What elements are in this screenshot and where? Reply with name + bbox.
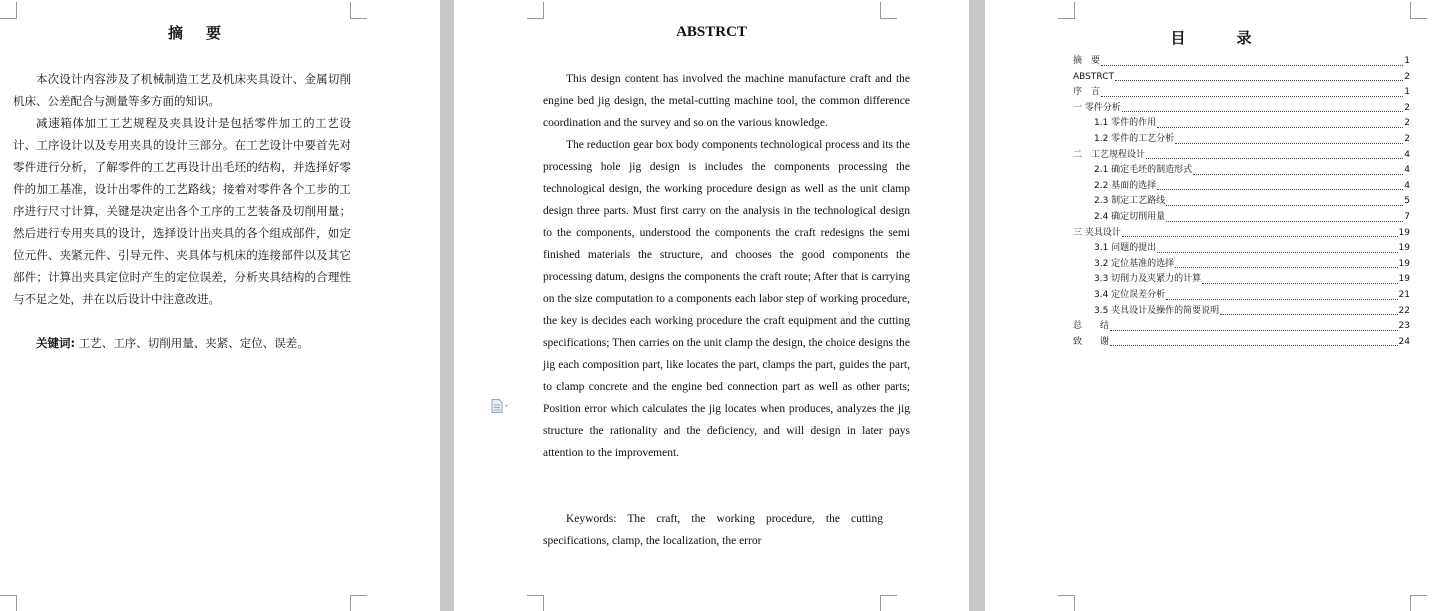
toc-entry-page: 2: [1404, 102, 1410, 113]
toc-entry-page: 19: [1398, 227, 1410, 238]
toc-entry-label: 致 谢: [1073, 336, 1110, 347]
toc-entry-page: 2: [1404, 118, 1410, 129]
toc-entry[interactable]: [1073, 304, 1410, 320]
toc-entry[interactable]: [1073, 54, 1410, 70]
toc-leader-dots: [1166, 220, 1403, 222]
crop-mark: [0, 595, 17, 611]
page-abstract-english: [454, 0, 969, 611]
toc-leader-dots: [1157, 251, 1397, 253]
page-title: ABSTRCT: [676, 24, 747, 40]
toc-entry-page: 2: [1404, 71, 1410, 82]
toc-entry-page: 19: [1398, 274, 1410, 285]
paragraph: 减速箱体加工工艺规程及夹具设计是包括零件加工的工艺设计、工序设计以及专用夹具的设计三部分。在工艺设计中要首先对零件进行分析，了解零件的工艺再设计出毛坯的结构，并选择好零件的加工基准，设计出零件的工艺路线；接着对零件各个工步的工序进行尺寸计算，关键是决定出各个工序的工艺装备及切削用量；然后进行专用夹具的设计，选择设计出夹具的各个组成部件，如定位元件、夹紧元件、引导元件、夹具体与机床的连接部件以及其它部件；计算出夹具定位时产生的定位误差，分析夹具结构的合理性与不足之处，并在以后设计中注意改进。: [13, 116, 351, 306]
toc-entry[interactable]: [1073, 116, 1410, 132]
toc-entry-page: 19: [1398, 243, 1410, 254]
toc-entry[interactable]: [1073, 70, 1410, 86]
toc-entry[interactable]: [1073, 101, 1410, 117]
toc-leader-dots: [1146, 157, 1403, 159]
toc-entry[interactable]: [1073, 210, 1410, 226]
toc-entry-page: 22: [1398, 305, 1410, 316]
toc-entry-label: 总 结: [1073, 321, 1110, 332]
toc-entry-page: 1: [1404, 87, 1410, 98]
toc-entry-page: 19: [1398, 258, 1410, 269]
toc-entry[interactable]: [1073, 241, 1410, 257]
crop-mark: [527, 595, 544, 611]
toc-leader-dots: [1202, 282, 1397, 284]
toc-entry-label: 二 工艺规程设计: [1073, 149, 1146, 160]
toc-entry-page: 24: [1398, 336, 1410, 347]
toc-entry[interactable]: [1073, 179, 1410, 195]
toc-leader-dots: [1157, 126, 1403, 128]
toc-entry-page: 21: [1398, 289, 1410, 300]
toc-leader-dots: [1193, 173, 1403, 175]
crop-mark: [1058, 2, 1075, 19]
toc-entry-page: 2: [1404, 133, 1410, 144]
toc-entry[interactable]: [1073, 132, 1410, 148]
toc-entry[interactable]: [1073, 288, 1410, 304]
toc-entry-label: 三 夹具设计: [1073, 227, 1121, 238]
toc-entry-label: 序 言: [1073, 87, 1101, 98]
page-title: 目 录: [1170, 29, 1270, 47]
toc-entry[interactable]: [1073, 257, 1410, 273]
toc-entry-label: 2.3 制定工艺路线: [1094, 196, 1166, 207]
toc-leader-dots: [1122, 235, 1398, 237]
keywords-text: 工艺、工序、切削用量、夹紧、定位、误差。: [75, 336, 309, 350]
toc-entry[interactable]: [1073, 194, 1410, 210]
toc-entry-page: 4: [1404, 180, 1410, 191]
toc-entry-page: 5: [1404, 196, 1410, 207]
toc-entry[interactable]: [1073, 226, 1410, 242]
toc-entry[interactable]: [1073, 148, 1410, 164]
toc-entry[interactable]: [1073, 335, 1410, 351]
crop-mark: [527, 2, 544, 19]
toc-entry[interactable]: [1073, 319, 1410, 335]
toc-entry-label: 1.1 零件的作用: [1094, 118, 1157, 129]
toc-entry-label: 一 零件分析: [1073, 102, 1121, 113]
paragraph: The reduction gear box body components technological process and its the processing hole jig design is includes the components processing the technological design, the working procedure design as well as the unit clamp design three parts. Must first carry on the analysis in the technological design to the components, understood the components the craft redesigns the semi finished materials the structure, and chooses the good components the processing datum, designs the components the craft route; After that is carrying on the size computation to a components each labor step of working procedure, the key is decides each working procedure the craft equipment and the cutting specifications; Then carries on the unit clamp the design, the choice designs the jig each composition part, like locates the part, clamps the part, guides the part, to clamp concrete and the engine bed connection part as well as other parts; Position error which calculates the jig locates when produces, analyzes the jig structure the rationality and the deficiency, and will design in later pays attention to the improvement.: [543, 139, 910, 459]
toc-entry-page: 1: [1404, 56, 1410, 66]
toc-leader-dots: [1115, 79, 1403, 81]
toc-entry-label: ABSTRCT: [1073, 71, 1114, 82]
toc-entry-label: 3.2 定位基准的选择: [1094, 258, 1175, 269]
crop-mark: [880, 2, 897, 19]
toc-entry-label: 3.4 定位误差分析: [1094, 289, 1166, 300]
toc-leader-dots: [1166, 204, 1403, 206]
toc-entry[interactable]: [1073, 272, 1410, 288]
toc-entry[interactable]: [1073, 85, 1410, 101]
toc-leader-dots: [1110, 344, 1398, 346]
toc-entry-page: 4: [1404, 149, 1410, 160]
toc-leader-dots: [1101, 95, 1403, 97]
crop-mark: [0, 2, 17, 19]
toc-leader-dots: [1220, 313, 1397, 315]
crop-mark: [1410, 595, 1427, 611]
document-icon[interactable]: [491, 398, 511, 412]
crop-mark: [1058, 595, 1075, 611]
toc-leader-dots: [1175, 266, 1397, 268]
toc-entry-label: 2.4 确定切削用量: [1094, 211, 1166, 222]
toc-leader-dots: [1157, 188, 1403, 190]
toc-entry-label: 2.1 确定毛坯的制造形式: [1094, 165, 1193, 176]
toc-entry-label: 3.1 问题的提出: [1094, 243, 1157, 254]
paragraph: This design content has involved the machine manufacture craft and the engine bed jig design, the metal-cutting machine tool, the common difference coordination and the survey and so on the various knowledge.: [543, 73, 910, 129]
page-abstract-chinese: [0, 0, 440, 611]
page-gutter-right: [969, 0, 985, 611]
crop-mark: [880, 595, 897, 611]
crop-mark: [1410, 2, 1427, 19]
crop-mark: [350, 2, 367, 19]
abstract-body: [13, 68, 351, 310]
toc-leader-dots: [1122, 110, 1403, 112]
toc-entry-page: 23: [1398, 321, 1410, 332]
toc-entry-label: 2.2 基面的选择: [1094, 180, 1157, 191]
toc-leader-dots: [1175, 142, 1403, 144]
toc-leader-dots: [1101, 64, 1403, 66]
page-title: 摘 要: [167, 24, 225, 42]
keywords-label: 关键词:: [36, 336, 76, 350]
toc-entry-page: 7: [1404, 211, 1410, 222]
toc-entry-label: 3.3 切削力及夹紧力的计算: [1094, 274, 1202, 285]
table-of-contents: [1073, 54, 1410, 350]
toc-entry[interactable]: [1073, 163, 1410, 179]
toc-entry-page: 4: [1404, 165, 1410, 176]
keywords: Keywords: The craft, the working procedure, the cutting specifications, clamp, the localization, the error: [543, 513, 883, 547]
abstract-body: [543, 68, 910, 464]
toc-leader-dots: [1110, 329, 1398, 331]
paragraph: 本次设计内容涉及了机械制造工艺及机床夹具设计、金属切削机床、公差配合与测量等多方面的知识。: [13, 72, 351, 108]
toc-entry-label: 1.2 零件的工艺分析: [1094, 133, 1175, 144]
crop-mark: [350, 595, 367, 611]
toc-entry-label: 3.5 夹具设计及操作的简要说明: [1094, 305, 1220, 316]
keywords: [13, 332, 351, 354]
toc-entry-label: 摘 要: [1073, 56, 1101, 66]
toc-leader-dots: [1166, 298, 1397, 300]
page-gutter-left: [440, 0, 454, 611]
